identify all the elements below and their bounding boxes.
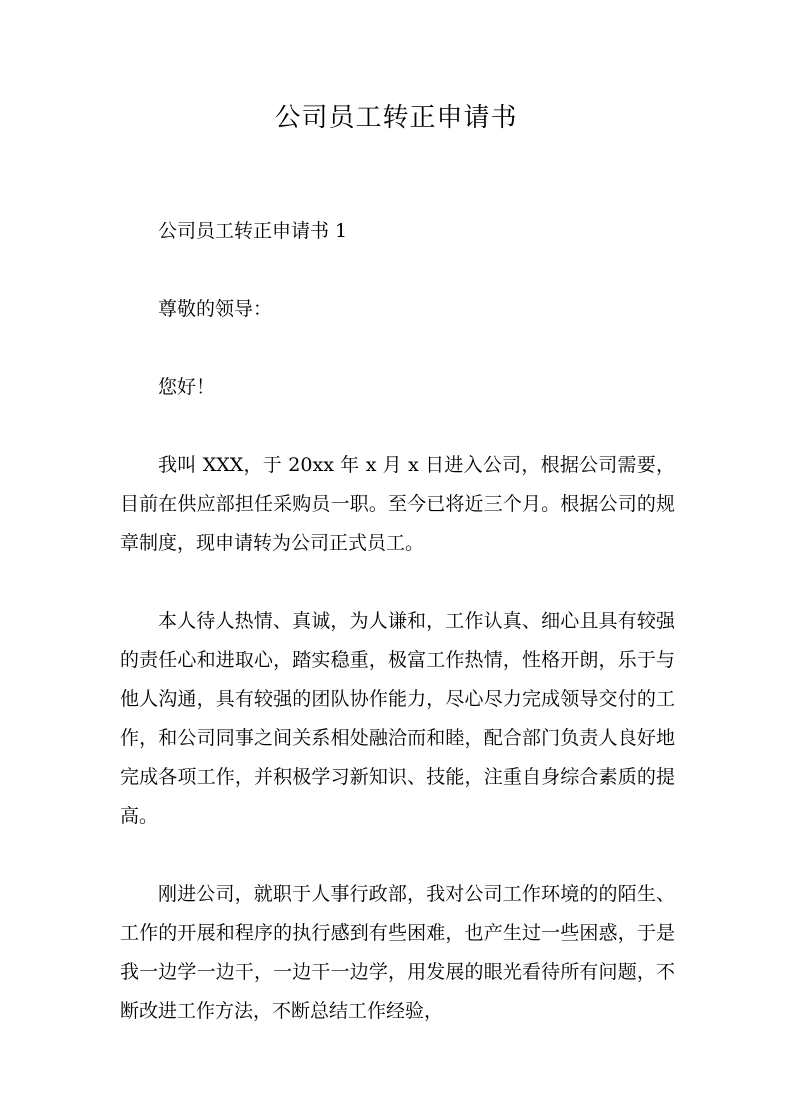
salutation-paragraph: 尊敬的领导： xyxy=(158,298,273,320)
document-title: 公司员工转正申请书 xyxy=(274,103,518,133)
body-paragraph: 本人待人热情、真诚，为人谦和，工作认真、细心且具有较强的责任心和进取心，踏实稳重，极富工作热情，性格开朗，乐于与他人沟通，具有较强的团队协作能力，尽心尽力完成领导交付的工作，和公司同事之间关系相处融洽而和睦，配合部门负责人良好地完成各项工作，并积极学习新知识、技能，注重自身综合素质的提高。 xyxy=(120,610,675,827)
body-paragraph: 我叫 XXX，于 20xx 年 x 月 x 日进入公司，根据公司需要，目前在供应部担任采购员一职。至今已将近三个月。根据公司的规章制度，现申请转为公司正式员工。 xyxy=(120,454,675,554)
document-body xyxy=(120,212,675,1070)
greeting-paragraph: 您好！ xyxy=(158,376,216,398)
body-paragraph: 刚进公司，就职于人事行政部，我对公司工作环境的的陌生、工作的开展和程序的执行感到有些困难，也产生过一些困惑，于是我一边学一边干，一边干一边学，用发展的眼光看待所有问题，不断改进工作方法，不断总结工作经验， xyxy=(120,883,675,1022)
subtitle-paragraph: 公司员工转正申请书 1 xyxy=(158,220,348,242)
